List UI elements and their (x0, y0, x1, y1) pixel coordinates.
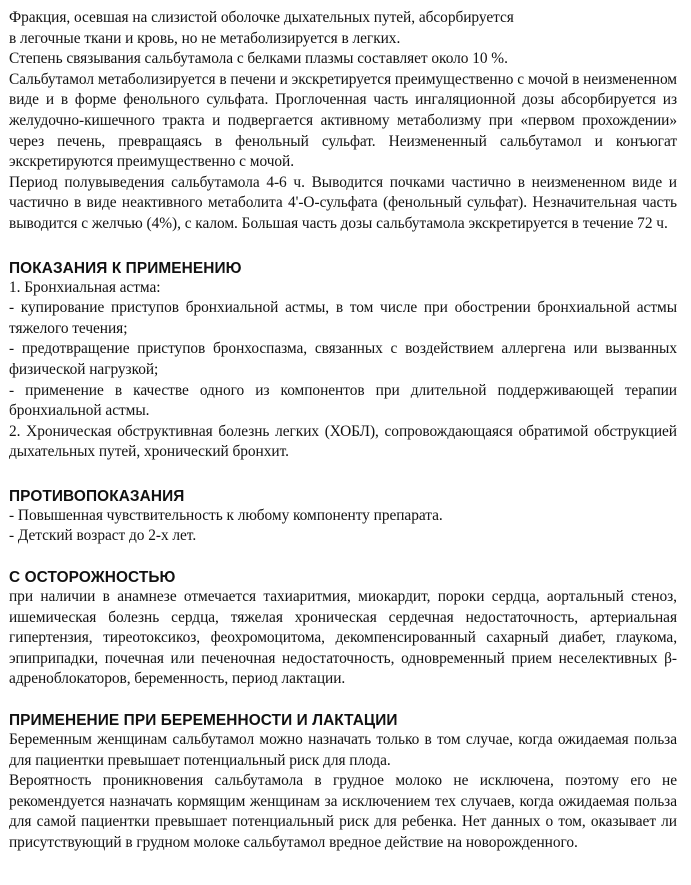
paragraph-metabolism: Сальбутамол метаболизируется в печени и экскретируется преимущественно с мочой в неизмененном виде и в форме фенольного сульфата. Проглоченная часть ингаляционной дозы абсорбируется из желудочно-кишечного тракта и подвергается активному метаболизму при «первом прохождении» через печень, превращаясь в фенольный сульфат. Неизмененный сальбутамол и конъюгат экскретируются преимущественно с мочой. (9, 70, 677, 171)
spacer (9, 463, 677, 487)
caution-heading: С ОСТОРОЖНОСТЬЮ (9, 569, 176, 587)
caution-text: при наличии в анамнезе отмечается тахиаритмия, миокардит, пороки сердца, аортальный стеноз, ишемическая болезнь сердца, тяжелая хроническая сердечная недостаточность, артериальная гипертензия, тиреотоксикоз, феохромоцитома, декомпенсированный сахарный диабет, глаукома, эпиприпадки, почечная или печеночная недостаточность, одновременный прием неселективных β-адреноблокаторов, беременность, период лактации. (9, 588, 677, 688)
pregnancy-paragraph-1: Беременным женщинам сальбутамол можно назначать только в том случае, когда ожидаемая польза для пациентки превышает потенциальный риск для плода. (9, 731, 677, 769)
spacer (9, 690, 677, 711)
document-page (9, 8, 677, 854)
contraindication-item-1: - Повышенная чувствительность к любому компоненту препарата. (9, 506, 443, 524)
paragraph-fraction-line-1: Фракция, осевшая на слизистой оболочке дыхательных путей, абсорбируется (9, 9, 514, 26)
spacer (9, 547, 677, 568)
indication-subitem-1: - купирование приступов бронхиальной астмы, в том числе при обострении бронхиальной астмы тяжелого течения; (9, 299, 677, 337)
indication-subitem-2: - предотвращение приступов бронхоспазма, связанных с воздействием аллергена или вызванных физической нагрузкой; (9, 340, 677, 378)
contraindication-item-2: - Детский возраст до 2-х лет. (9, 527, 197, 545)
pregnancy-paragraph-2: Вероятность проникновения сальбутамола в грудное молоко не исключена, поэтому его не рекомендуется назначать кормящим женщинам за исключением тех случаев, когда ожидаемая польза для самой пациентки превышает потенциальный риск для ребенка. Нет данных о том, оказывает ли присутствующий в грудном молоке сальбутамол вредное действие на новорожденного. (9, 772, 677, 851)
indication-item-1: 1. Бронхиальная астма: (9, 278, 161, 296)
paragraph-protein-binding: Степень связывания сальбутамола с белками плазмы составляет около 10 %. (9, 50, 508, 68)
indications-heading: ПОКАЗАНИЯ К ПРИМЕНЕНИЮ (9, 259, 242, 277)
contraindications-heading: ПРОТИВОПОКАЗАНИЯ (9, 487, 185, 505)
indications-list (9, 278, 677, 463)
paragraph-fraction (9, 8, 677, 49)
indication-item-2: 2. Хроническая обструктивная болезнь легких (ХОБЛ), сопровождающаяся обратимой обструкцией дыхательных путей, хронический бронхит. (9, 422, 677, 461)
indication-subitem-3: - применение в качестве одного из компонентов при длительной поддерживающей терапии бронхиальной астмы. (9, 381, 677, 420)
paragraph-fraction-line-2: в легочные ткани и кровь, но не метаболизируется в легких. (9, 29, 401, 47)
pregnancy-heading: ПРИМЕНЕНИЕ ПРИ БЕРЕМЕННОСТИ И ЛАКТАЦИИ (9, 712, 398, 730)
paragraph-half-life: Период полувыведения сальбутамола 4-6 ч. Выводится почками частично в неизмененном виде и частично в виде неактивного метаболита 4'-О-сульфата (фенольный сульфат). Незначительная часть выводится с желчью (4%), с калом. Большая часть дозы сальбутамола экскретируется в течение 72 ч. (9, 173, 677, 232)
spacer (9, 235, 677, 259)
